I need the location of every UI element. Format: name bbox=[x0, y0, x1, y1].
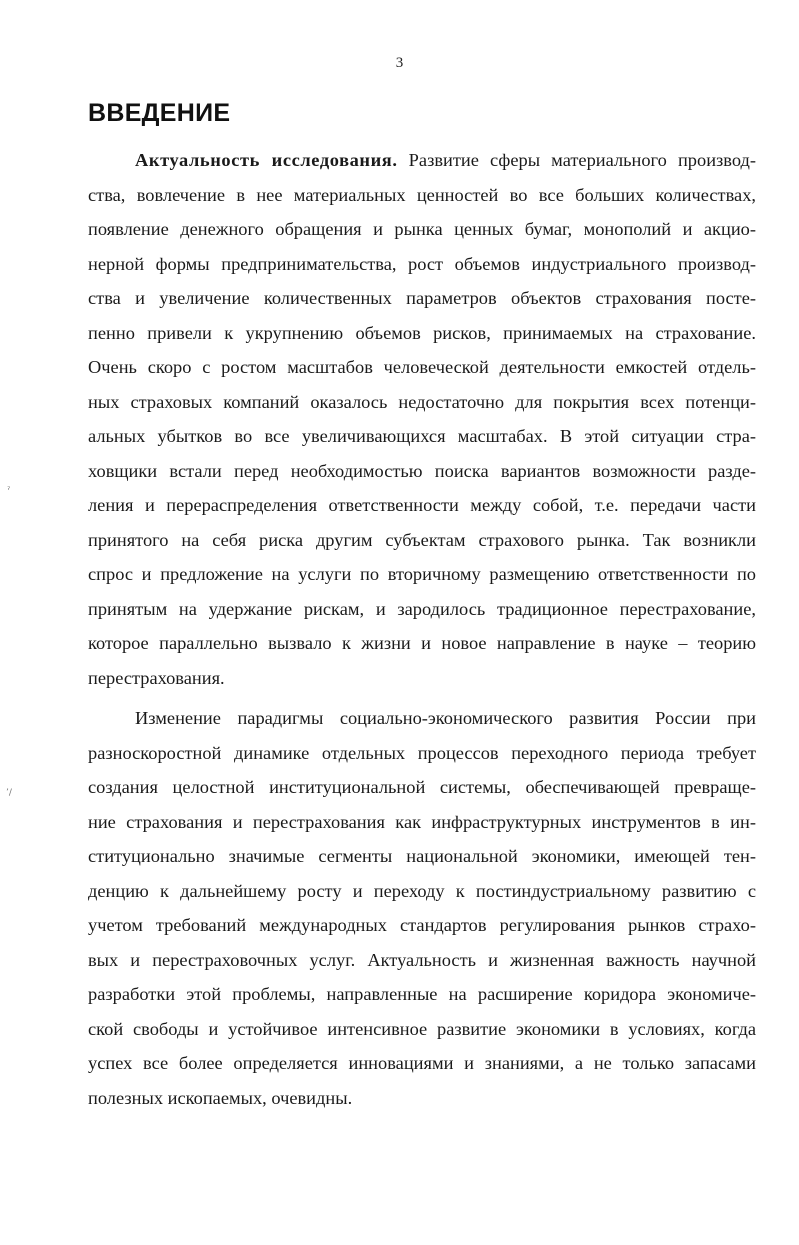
lead-term: Актуальность исследования. bbox=[135, 150, 398, 170]
paragraph-line: перестрахования. bbox=[88, 667, 225, 688]
paragraph-line: полезных ископаемых, очевидны. bbox=[88, 1087, 353, 1108]
paragraph-line: успех все более определяется инновациями и знаниями, а не только запасами bbox=[88, 1053, 756, 1073]
scan-speck: ʼ/ bbox=[6, 788, 12, 798]
paragraph-line: разноскоростной динамике отдельных процессов переходного периода требует bbox=[88, 742, 756, 763]
paragraph-line: альных убытков во все увеличивающихся масштабах. В этой ситуации стра- bbox=[88, 426, 756, 446]
paragraph-line: ституционально значимые сегменты национальной экономики, имеющей тен- bbox=[88, 846, 756, 866]
lead-line-rest: Развитие сферы материального производ- bbox=[397, 150, 756, 170]
paragraph-line: ховщики встали перед необходимостью поиска вариантов возможности разде- bbox=[88, 460, 756, 481]
paragraph-line: пенно привели к укрупнению объемов рисков, принимаемых на страхование. bbox=[88, 322, 756, 343]
paragraph-paradigm bbox=[88, 701, 756, 1115]
paragraph-line: ных страховых компаний оказалось недостаточно для покрытия всех потенци- bbox=[88, 391, 756, 412]
paragraph-line: ления и перераспределения ответственности между собой, т.е. передачи части bbox=[88, 495, 756, 515]
paragraph-relevance bbox=[88, 143, 756, 695]
paragraph-line: создания целостной институциональной системы, обеспечивающей превраще- bbox=[88, 777, 756, 797]
scan-speck: ˀ bbox=[7, 486, 11, 496]
paragraph-line: Очень скоро с ростом масштабов человеческой деятельности емкостей отдель- bbox=[88, 357, 756, 377]
paragraph-line: принятого на себя риска другим субъектам страхового рынка. Так возникли bbox=[88, 529, 756, 550]
paragraph-line: денцию к дальнейшему росту и переходу к постиндустриальному развитию с bbox=[88, 880, 756, 901]
paragraph-line: принятым на удержание рискам, и зародилось традиционное перестрахование, bbox=[88, 598, 756, 619]
paragraph-line: нерной формы предпринимательства, рост объемов индустриального производ- bbox=[88, 253, 756, 274]
paragraph-line: Изменение парадигмы социально-экономического развития России при bbox=[135, 708, 756, 728]
body-text bbox=[88, 143, 756, 1115]
paragraph-line: появление денежного обращения и рынка ценных бумаг, монополий и акцио- bbox=[88, 219, 756, 239]
paragraph-line: ства, вовлечение в нее материальных ценностей во все больших количествах, bbox=[88, 184, 756, 205]
section-heading: ВВЕДЕНИЕ bbox=[88, 99, 231, 127]
paragraph-line: ства и увеличение количественных параметров объектов страхования посте- bbox=[88, 288, 756, 308]
paragraph-line: вых и перестраховочных услуг. Актуальность и жизненная важность научной bbox=[88, 949, 756, 970]
paragraph-line: ской свободы и устойчивое интенсивное развитие экономики в условиях, когда bbox=[88, 1018, 756, 1039]
paragraph-line: которое параллельно вызвало к жизни и новое направление в науке – теорию bbox=[88, 633, 756, 653]
paragraph-line: разработки этой проблемы, направленные на расширение коридора экономиче- bbox=[88, 984, 756, 1004]
paragraph-line: учетом требований международных стандартов регулирования рынков страхо- bbox=[88, 915, 756, 935]
page-number: 3 bbox=[395, 55, 404, 71]
paragraph-line: ние страхования и перестрахования как инфраструктурных инструментов в ин- bbox=[88, 811, 756, 832]
paragraph-line: спрос и предложение на услуги по вторичному размещению ответственности по bbox=[88, 564, 756, 584]
paragraph-line bbox=[88, 143, 756, 178]
